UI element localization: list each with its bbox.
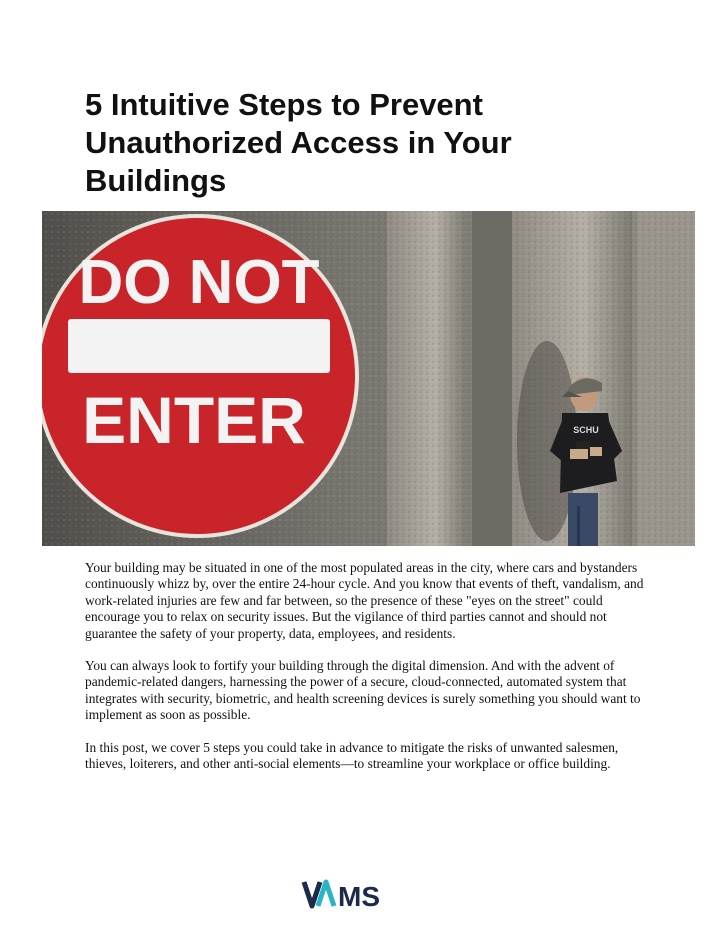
sign-text-bottom: ENTER [82,383,306,457]
do-not-enter-sign [42,216,357,536]
shirt-text: SCHU [573,425,599,435]
sign-white-bar [68,319,330,373]
vams-logo [300,876,400,912]
article-title: 5 Intuitive Steps to Prevent Unauthorized Access in Your Buildings [85,87,512,198]
paragraph-2: You can always look to fortify your building through the digital dimension. And with the advent of pandemic-related dangers, harnessing the power of a secure, cloud-connected, automated system that integrates with security, biometric, and health screening devices is surely something you should want to implement as soon as possible. [85,658,641,723]
logo-wordmark: MS [338,881,380,912]
hero-image [42,211,695,546]
article-body [85,560,645,788]
sign-text-top: DO NOT [78,248,320,317]
paragraph-3: In this post, we cover 5 steps you could take in advance to mitigate the risks of unwanted salesmen, thieves, loiterers, and other anti-social elements—to streamline your workplace or office building. [85,739,619,772]
paragraph-1: Your building may be situated in one of the most populated areas in the city, where cars and bystanders continuously whizz by, over the entire 24-hour cycle. And you know that events of theft, vandalism, and work-related injuries are few and far between, so the presence of these "eyes on the street" could encourage you to relax on security issues. But the vigilance of third parties cannot and should not guarantee the safety of your property, data, employees, and residents. [85,560,644,641]
